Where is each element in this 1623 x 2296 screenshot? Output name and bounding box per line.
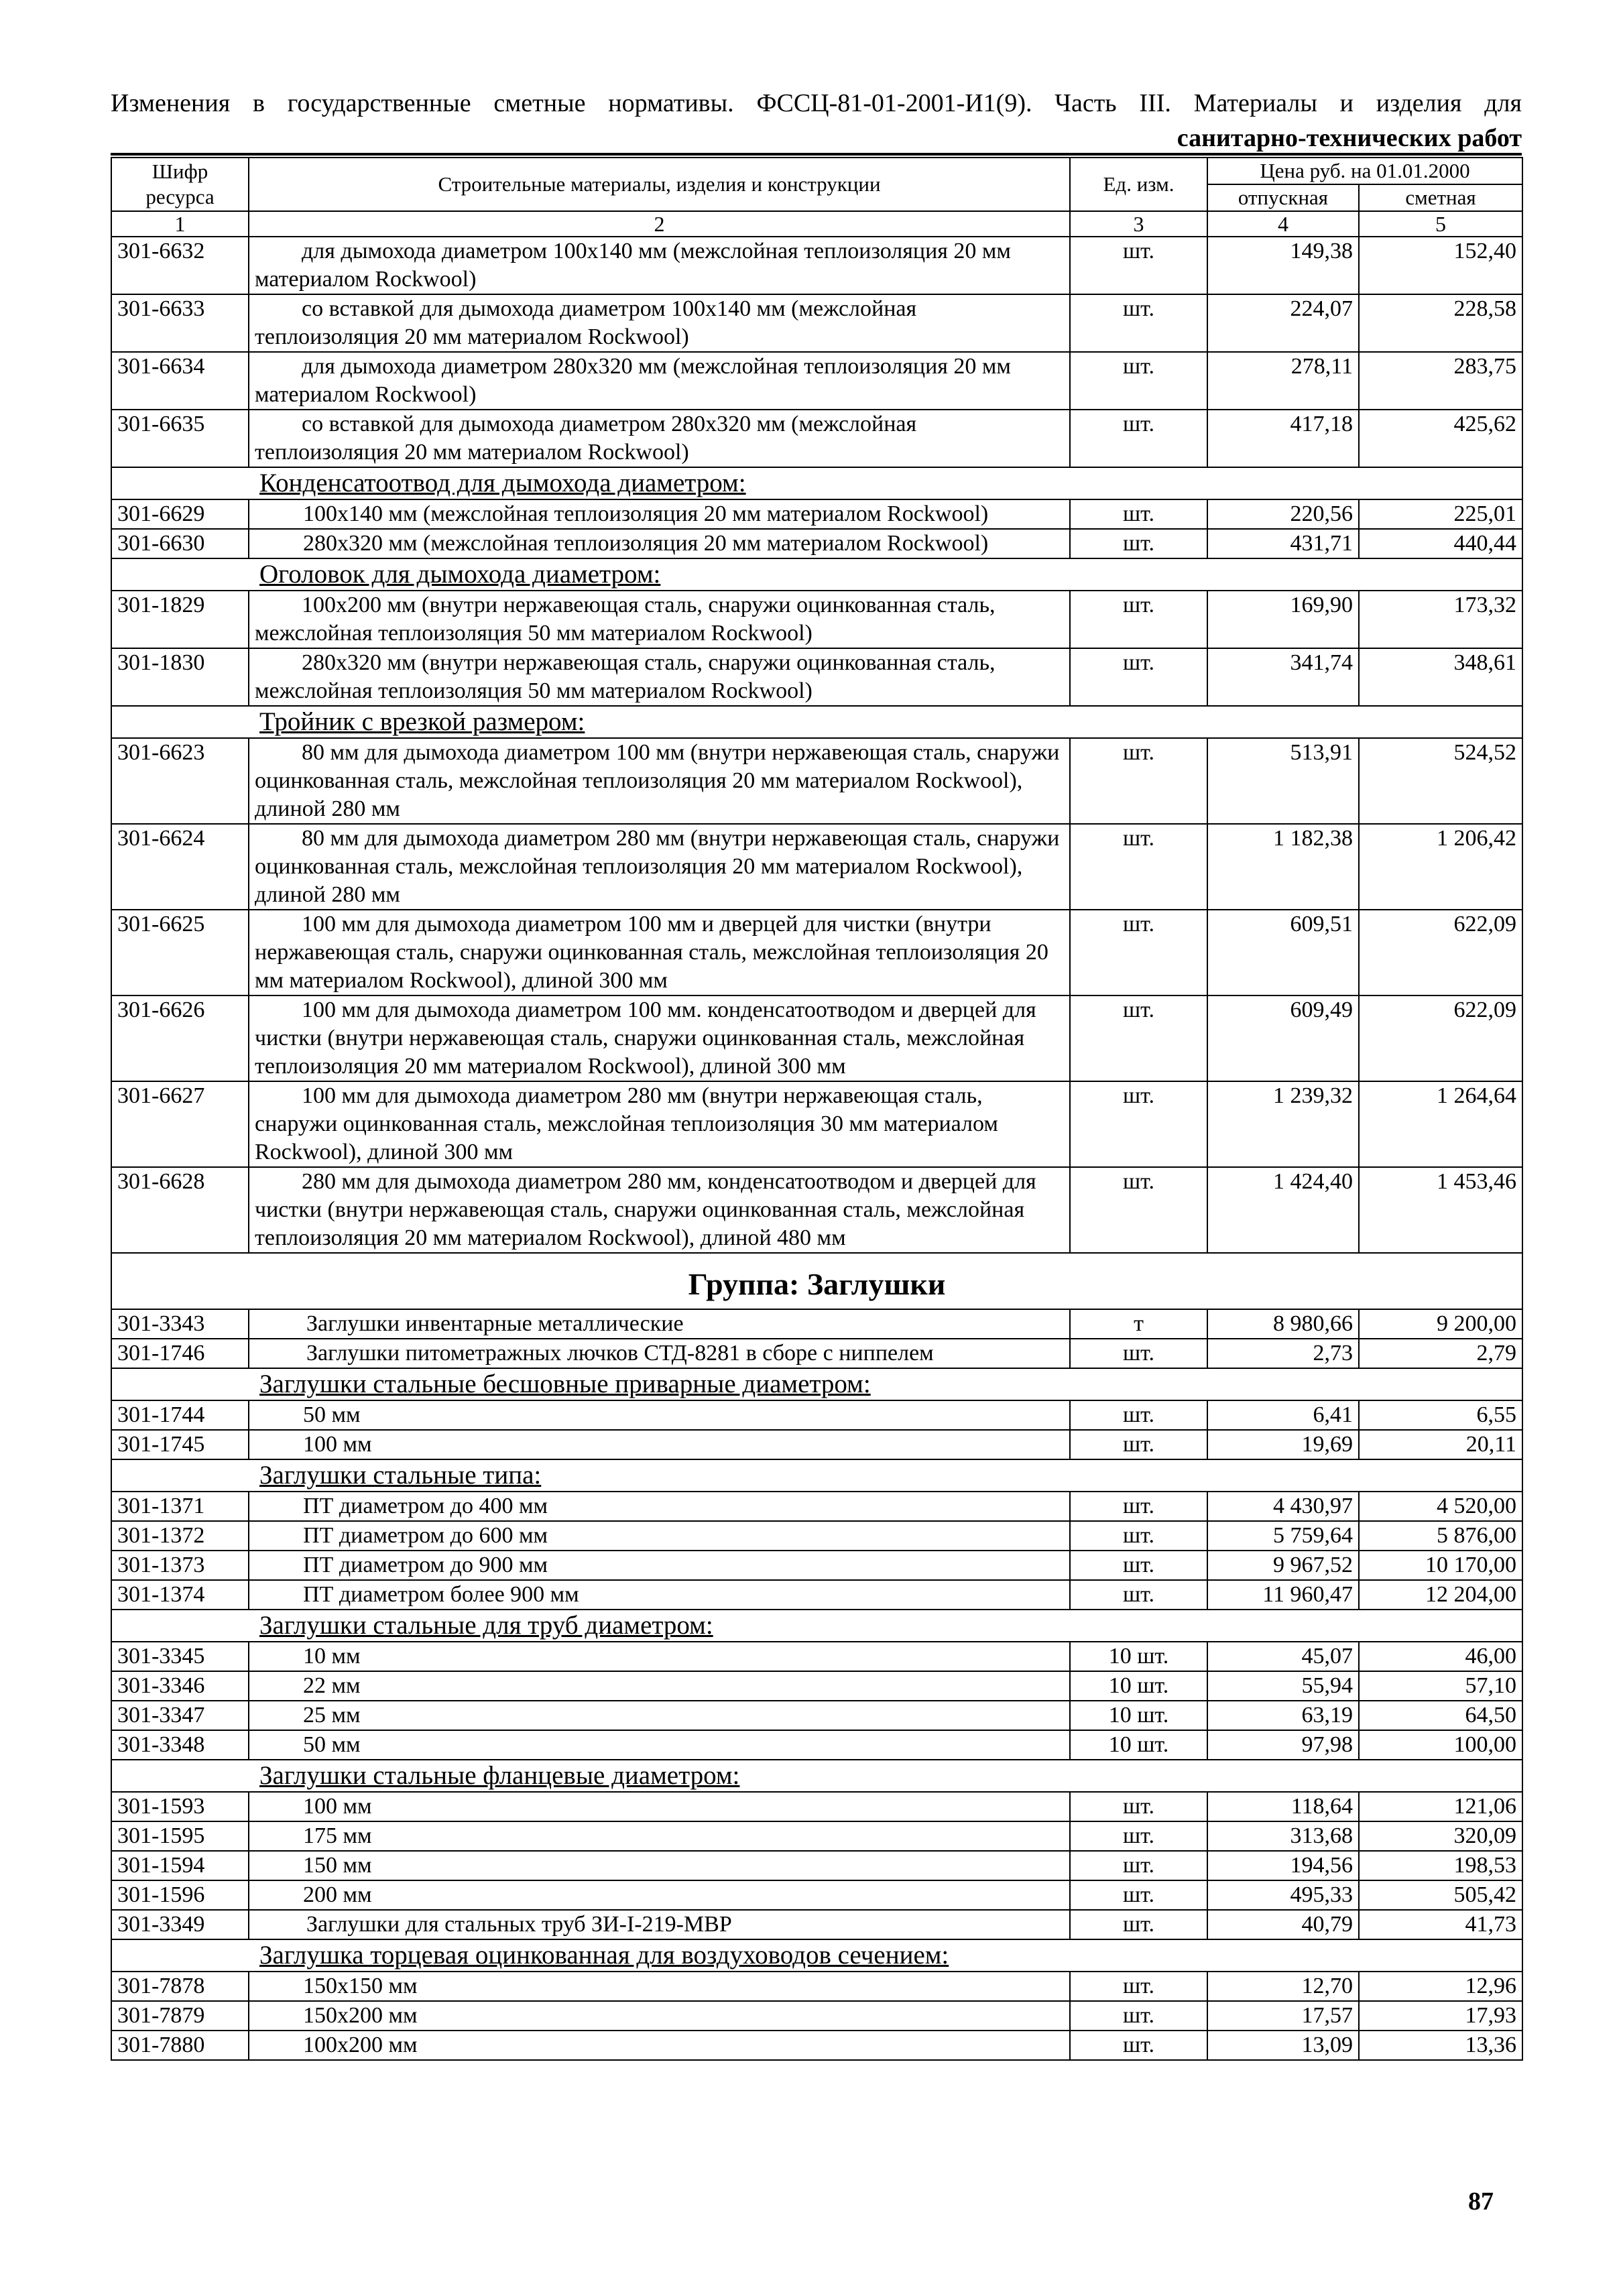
table-row <box>111 591 1522 648</box>
price-estimate-cell: 505,42 <box>1359 1880 1522 1910</box>
price-release-cell: 417,18 <box>1207 410 1359 467</box>
section-heading <box>111 467 1522 499</box>
section-heading-row <box>111 1939 1522 1972</box>
section-heading-row <box>111 706 1522 738</box>
table-row <box>111 1701 1522 1730</box>
material-name-cell: 280х320 мм (внутри нержавеющая сталь, снаружи оцинкованная сталь, межслойная теплоизоляция 50 мм материалом Rockwool) <box>249 648 1070 706</box>
resource-code-cell: 301-6633 <box>111 294 249 352</box>
header-rule <box>111 153 1522 156</box>
resource-code-cell: 301-7879 <box>111 2001 249 2031</box>
price-estimate-cell: 57,10 <box>1359 1671 1522 1701</box>
page-header <box>111 86 1522 156</box>
table-row <box>111 1400 1522 1430</box>
table-row <box>111 410 1522 467</box>
price-estimate-cell: 46,00 <box>1359 1642 1522 1671</box>
unit-cell: шт. <box>1070 2001 1207 2031</box>
column-header-unit: Ед. изм. <box>1070 158 1207 211</box>
price-table <box>111 157 1523 2061</box>
material-name-cell: 50 мм <box>249 1730 1070 1760</box>
group-heading <box>111 1253 1522 1309</box>
material-name-cell: для дымохода диаметром 100х140 мм (межслойная теплоизоляция 20 мм материалом Rockwool) <box>249 237 1070 294</box>
table-row <box>111 1642 1522 1671</box>
resource-code-cell: 301-7880 <box>111 2031 249 2060</box>
material-name-cell: 100х200 мм <box>249 2031 1070 2060</box>
column-index: 3 <box>1070 211 1207 237</box>
header-title-line2: санитарно-технических работ <box>1177 124 1522 152</box>
table-row <box>111 352 1522 410</box>
price-release-cell: 495,33 <box>1207 1880 1359 1910</box>
price-release-cell: 40,79 <box>1207 1910 1359 1939</box>
price-estimate-cell: 1 264,64 <box>1359 1081 1522 1167</box>
table-body <box>111 237 1522 2060</box>
price-estimate-cell: 1 453,46 <box>1359 1167 1522 1253</box>
price-estimate-cell: 348,61 <box>1359 648 1522 706</box>
resource-code-cell: 301-3347 <box>111 1701 249 1730</box>
unit-cell: шт. <box>1070 1400 1207 1430</box>
material-name-cell: Заглушки для стальных труб ЗИ-I-219-МВР <box>249 1910 1070 1939</box>
price-estimate-cell: 622,09 <box>1359 910 1522 995</box>
table-row <box>111 995 1522 1081</box>
material-name-cell: 100 мм для дымохода диаметром 100 мм и дверцей для чистки (внутри нержавеющая сталь, снаружи оцинкованная сталь, межслойная теплоизоляция 20 мм материалом Rockwool), длиной 300 мм <box>249 910 1070 995</box>
material-name-cell: 80 мм для дымохода диаметром 280 мм (внутри нержавеющая сталь, снаружи оцинкованная сталь, межслойная теплоизоляция 20 мм материалом Rockwool), длиной 280 мм <box>249 824 1070 910</box>
table-row <box>111 2031 1522 2060</box>
resource-code-cell: 301-1371 <box>111 1492 249 1521</box>
resource-code-cell: 301-1372 <box>111 1521 249 1551</box>
material-name-cell: 80 мм для дымохода диаметром 100 мм (внутри нержавеющая сталь, снаружи оцинкованная сталь, межслойная теплоизоляция 20 мм материалом Rockwool), длиной 280 мм <box>249 738 1070 824</box>
material-name-cell: 150х200 мм <box>249 2001 1070 2031</box>
section-heading <box>111 558 1522 591</box>
material-name-cell: ПТ диаметром более 900 мм <box>249 1580 1070 1610</box>
column-index: 5 <box>1359 211 1522 237</box>
section-heading-row <box>111 558 1522 591</box>
price-estimate-cell: 5 876,00 <box>1359 1521 1522 1551</box>
material-name-cell: Заглушки питометражных лючков СТД-8281 в сборе с ниппелем <box>249 1339 1070 1368</box>
price-estimate-cell: 198,53 <box>1359 1851 1522 1880</box>
table-row <box>111 499 1522 529</box>
section-heading-row <box>111 1368 1522 1400</box>
table-row <box>111 1492 1522 1521</box>
resource-code-cell: 301-3345 <box>111 1642 249 1671</box>
material-name-cell: 200 мм <box>249 1880 1070 1910</box>
section-heading-row <box>111 1610 1522 1642</box>
section-title: Оголовок для дымохода диаметром: <box>259 560 661 589</box>
material-name-cell: 100х140 мм (межслойная теплоизоляция 20 мм материалом Rockwool) <box>249 499 1070 529</box>
section-title: Конденсатоотвод для дымохода диаметром: <box>259 469 746 497</box>
header-title-line1: Изменения в государственные сметные нормативы. ФССЦ-81-01-2001-И1(9). Часть III. Материалы и изделия для <box>111 89 1522 117</box>
price-release-cell: 8 980,66 <box>1207 1309 1359 1339</box>
resource-code-cell: 301-1744 <box>111 1400 249 1430</box>
price-estimate-cell: 12,96 <box>1359 1972 1522 2001</box>
price-release-cell: 313,68 <box>1207 1821 1359 1851</box>
resource-code-cell: 301-6624 <box>111 824 249 910</box>
price-estimate-cell: 622,09 <box>1359 995 1522 1081</box>
section-title: Заглушки стальные для труб диаметром: <box>259 1611 713 1640</box>
table-row <box>111 1910 1522 1939</box>
price-estimate-cell: 320,09 <box>1359 1821 1522 1851</box>
resource-code-cell: 301-1595 <box>111 1821 249 1851</box>
unit-cell: шт. <box>1070 529 1207 558</box>
price-release-cell: 1 424,40 <box>1207 1167 1359 1253</box>
unit-cell: 10 шт. <box>1070 1701 1207 1730</box>
material-name-cell: 10 мм <box>249 1642 1070 1671</box>
unit-cell: шт. <box>1070 1339 1207 1368</box>
price-estimate-cell: 6,55 <box>1359 1400 1522 1430</box>
price-estimate-cell: 225,01 <box>1359 499 1522 529</box>
group-title: Группа: Заглушки <box>688 1267 946 1301</box>
price-release-cell: 13,09 <box>1207 2031 1359 2060</box>
unit-cell: шт. <box>1070 1821 1207 1851</box>
table-row <box>111 1851 1522 1880</box>
price-release-cell: 45,07 <box>1207 1642 1359 1671</box>
resource-code-cell: 301-6625 <box>111 910 249 995</box>
material-name-cell: для дымохода диаметром 280х320 мм (межслойная теплоизоляция 20 мм материалом Rockwool) <box>249 352 1070 410</box>
price-release-cell: 9 967,52 <box>1207 1551 1359 1580</box>
unit-cell: шт. <box>1070 294 1207 352</box>
section-title: Заглушки стальные фланцевые диаметром: <box>259 1761 740 1790</box>
section-heading <box>111 1939 1522 1972</box>
price-estimate-cell: 20,11 <box>1359 1430 1522 1459</box>
table-row <box>111 1521 1522 1551</box>
resource-code-cell: 301-6634 <box>111 352 249 410</box>
price-release-cell: 5 759,64 <box>1207 1521 1359 1551</box>
resource-code-cell: 301-1373 <box>111 1551 249 1580</box>
resource-code-cell: 301-6628 <box>111 1167 249 1253</box>
section-title: Заглушка торцевая оцинкованная для воздуховодов сечением: <box>259 1941 949 1970</box>
price-estimate-cell: 425,62 <box>1359 410 1522 467</box>
unit-cell: шт. <box>1070 1580 1207 1610</box>
table-row <box>111 648 1522 706</box>
price-release-cell: 609,49 <box>1207 995 1359 1081</box>
unit-cell: 10 шт. <box>1070 1642 1207 1671</box>
price-release-cell: 431,71 <box>1207 529 1359 558</box>
column-index: 2 <box>249 211 1070 237</box>
table-row <box>111 738 1522 824</box>
resource-code-cell: 301-1594 <box>111 1851 249 1880</box>
unit-cell: шт. <box>1070 1851 1207 1880</box>
material-name-cell: ПТ диаметром до 900 мм <box>249 1551 1070 1580</box>
price-estimate-cell: 4 520,00 <box>1359 1492 1522 1521</box>
section-heading-row <box>111 467 1522 499</box>
resource-code-cell: 301-6629 <box>111 499 249 529</box>
unit-cell: шт. <box>1070 237 1207 294</box>
material-name-cell: 150х150 мм <box>249 1972 1070 2001</box>
price-release-cell: 118,64 <box>1207 1792 1359 1821</box>
price-estimate-cell: 228,58 <box>1359 294 1522 352</box>
unit-cell: шт. <box>1070 1551 1207 1580</box>
unit-cell: шт. <box>1070 1521 1207 1551</box>
material-name-cell: 175 мм <box>249 1821 1070 1851</box>
table-row <box>111 1430 1522 1459</box>
table-row <box>111 910 1522 995</box>
material-name-cell: 50 мм <box>249 1400 1070 1430</box>
resource-code-cell: 301-6635 <box>111 410 249 467</box>
unit-cell: шт. <box>1070 1081 1207 1167</box>
resource-code-cell: 301-3343 <box>111 1309 249 1339</box>
unit-cell: шт. <box>1070 995 1207 1081</box>
resource-code-cell: 301-1596 <box>111 1880 249 1910</box>
section-heading <box>111 706 1522 738</box>
table-row <box>111 1671 1522 1701</box>
material-name-cell: 22 мм <box>249 1671 1070 1701</box>
table-row <box>111 1551 1522 1580</box>
price-estimate-cell: 173,32 <box>1359 591 1522 648</box>
price-estimate-cell: 17,93 <box>1359 2001 1522 2031</box>
resource-code-cell: 301-3349 <box>111 1910 249 1939</box>
table-row <box>111 1972 1522 2001</box>
material-name-cell: со вставкой для дымохода диаметром 280х320 мм (межслойная теплоизоляция 20 мм материалом Rockwool) <box>249 410 1070 467</box>
resource-code-cell: 301-6627 <box>111 1081 249 1167</box>
price-release-cell: 19,69 <box>1207 1430 1359 1459</box>
column-index: 4 <box>1207 211 1359 237</box>
section-heading <box>111 1760 1522 1792</box>
unit-cell: шт. <box>1070 738 1207 824</box>
unit-cell: шт. <box>1070 2031 1207 2060</box>
price-estimate-cell: 13,36 <box>1359 2031 1522 2060</box>
price-estimate-cell: 41,73 <box>1359 1910 1522 1939</box>
unit-cell: шт. <box>1070 591 1207 648</box>
section-title: Заглушки стальные типа: <box>259 1461 542 1490</box>
resource-code-cell: 301-3348 <box>111 1730 249 1760</box>
price-release-cell: 1 239,32 <box>1207 1081 1359 1167</box>
resource-code-cell: 301-7878 <box>111 1972 249 2001</box>
material-name-cell: ПТ диаметром до 400 мм <box>249 1492 1070 1521</box>
unit-cell: шт. <box>1070 1880 1207 1910</box>
group-heading-row <box>111 1253 1522 1309</box>
section-heading-row <box>111 1459 1522 1492</box>
table-row <box>111 1821 1522 1851</box>
column-header-price: Цена руб. на 01.01.2000 <box>1207 158 1522 184</box>
price-release-cell: 4 430,97 <box>1207 1492 1359 1521</box>
material-name-cell: Заглушки инвентарные металлические <box>249 1309 1070 1339</box>
price-release-cell: 220,56 <box>1207 499 1359 529</box>
unit-cell: шт. <box>1070 499 1207 529</box>
unit-cell: шт. <box>1070 352 1207 410</box>
price-release-cell: 224,07 <box>1207 294 1359 352</box>
table-row <box>111 824 1522 910</box>
unit-cell: шт. <box>1070 824 1207 910</box>
price-estimate-cell: 10 170,00 <box>1359 1551 1522 1580</box>
material-name-cell: 100 мм <box>249 1792 1070 1821</box>
price-release-cell: 2,73 <box>1207 1339 1359 1368</box>
column-index: 1 <box>111 211 249 237</box>
material-name-cell: 100 мм <box>249 1430 1070 1459</box>
section-heading <box>111 1368 1522 1400</box>
price-release-cell: 11 960,47 <box>1207 1580 1359 1610</box>
material-name-cell: 150 мм <box>249 1851 1070 1880</box>
material-name-cell: со вставкой для дымохода диаметром 100х140 мм (межслойная теплоизоляция 20 мм материалом Rockwool) <box>249 294 1070 352</box>
table-row <box>111 1309 1522 1339</box>
unit-cell: т <box>1070 1309 1207 1339</box>
table-row <box>111 1580 1522 1610</box>
table-row <box>111 1167 1522 1253</box>
price-release-cell: 63,19 <box>1207 1701 1359 1730</box>
resource-code-cell: 301-6623 <box>111 738 249 824</box>
table-row <box>111 1792 1522 1821</box>
resource-code-cell: 301-1593 <box>111 1792 249 1821</box>
price-release-cell: 609,51 <box>1207 910 1359 995</box>
price-release-cell: 194,56 <box>1207 1851 1359 1880</box>
material-name-cell: 100 мм для дымохода диаметром 100 мм. конденсатоотводом и дверцей для чистки (внутри нержавеющая сталь, снаружи оцинкованная сталь, межслойная теплоизоляция 20 мм материалом Rockwool), длиной 300 мм <box>249 995 1070 1081</box>
material-name-cell: 280х320 мм (межслойная теплоизоляция 20 мм материалом Rockwool) <box>249 529 1070 558</box>
resource-code-cell: 301-1829 <box>111 591 249 648</box>
section-heading <box>111 1610 1522 1642</box>
material-name-cell: 280 мм для дымохода диаметром 280 мм, конденсатоотводом и дверцей для чистки (внутри нержавеющая сталь, снаружи оцинкованная сталь, межслойная теплоизоляция 20 мм материалом Rockwool), длиной 480 мм <box>249 1167 1070 1253</box>
table-row <box>111 1339 1522 1368</box>
column-index-row <box>111 211 1522 237</box>
price-estimate-cell: 12 204,00 <box>1359 1580 1522 1610</box>
resource-code-cell: 301-3346 <box>111 1671 249 1701</box>
page-number: 87 <box>1468 2187 1494 2216</box>
price-release-cell: 149,38 <box>1207 237 1359 294</box>
price-estimate-cell: 64,50 <box>1359 1701 1522 1730</box>
price-release-cell: 55,94 <box>1207 1671 1359 1701</box>
section-heading-row <box>111 1760 1522 1792</box>
price-estimate-cell: 100,00 <box>1359 1730 1522 1760</box>
price-release-cell: 6,41 <box>1207 1400 1359 1430</box>
price-estimate-cell: 283,75 <box>1359 352 1522 410</box>
material-name-cell: 100х200 мм (внутри нержавеющая сталь, снаружи оцинкованная сталь, межслойная теплоизоляция 50 мм материалом Rockwool) <box>249 591 1070 648</box>
resource-code-cell: 301-1830 <box>111 648 249 706</box>
unit-cell: 10 шт. <box>1070 1671 1207 1701</box>
resource-code-cell: 301-6632 <box>111 237 249 294</box>
table-header-row <box>111 158 1522 184</box>
material-name-cell: 100 мм для дымохода диаметром 280 мм (внутри нержавеющая сталь, снаружи оцинкованная сталь, межслойная теплоизоляция 30 мм материалом Rockwool), длиной 300 мм <box>249 1081 1070 1167</box>
price-release-cell: 1 182,38 <box>1207 824 1359 910</box>
resource-code-cell: 301-1746 <box>111 1339 249 1368</box>
price-release-cell: 17,57 <box>1207 2001 1359 2031</box>
resource-code-cell: 301-6626 <box>111 995 249 1081</box>
section-title: Заглушки стальные бесшовные приварные диаметром: <box>259 1370 871 1398</box>
resource-code-cell: 301-1745 <box>111 1430 249 1459</box>
column-header-price-release: отпускная <box>1207 184 1359 211</box>
table-row <box>111 237 1522 294</box>
table-row <box>111 1081 1522 1167</box>
unit-cell: шт. <box>1070 1430 1207 1459</box>
material-name-cell: ПТ диаметром до 600 мм <box>249 1521 1070 1551</box>
table-row <box>111 1880 1522 1910</box>
column-header-name: Строительные материалы, изделия и конструкции <box>249 158 1070 211</box>
price-estimate-cell: 440,44 <box>1359 529 1522 558</box>
unit-cell: шт. <box>1070 910 1207 995</box>
price-release-cell: 341,74 <box>1207 648 1359 706</box>
table-row <box>111 294 1522 352</box>
table-row <box>111 529 1522 558</box>
section-heading <box>111 1459 1522 1492</box>
resource-code-cell: 301-1374 <box>111 1580 249 1610</box>
table-row <box>111 2001 1522 2031</box>
unit-cell: шт. <box>1070 1492 1207 1521</box>
column-header-code: Шифр ресурса <box>111 158 249 211</box>
price-estimate-cell: 1 206,42 <box>1359 824 1522 910</box>
resource-code-cell: 301-6630 <box>111 529 249 558</box>
unit-cell: шт. <box>1070 648 1207 706</box>
section-title: Тройник с врезкой размером: <box>259 707 585 736</box>
price-release-cell: 12,70 <box>1207 1972 1359 2001</box>
price-estimate-cell: 121,06 <box>1359 1792 1522 1821</box>
column-header-price-estimate: сметная <box>1359 184 1522 211</box>
unit-cell: шт. <box>1070 410 1207 467</box>
price-estimate-cell: 152,40 <box>1359 237 1522 294</box>
price-release-cell: 169,90 <box>1207 591 1359 648</box>
unit-cell: шт. <box>1070 1910 1207 1939</box>
unit-cell: шт. <box>1070 1167 1207 1253</box>
price-estimate-cell: 9 200,00 <box>1359 1309 1522 1339</box>
unit-cell: шт. <box>1070 1792 1207 1821</box>
price-release-cell: 513,91 <box>1207 738 1359 824</box>
price-estimate-cell: 2,79 <box>1359 1339 1522 1368</box>
table-row <box>111 1730 1522 1760</box>
price-release-cell: 97,98 <box>1207 1730 1359 1760</box>
unit-cell: 10 шт. <box>1070 1730 1207 1760</box>
unit-cell: шт. <box>1070 1972 1207 2001</box>
material-name-cell: 25 мм <box>249 1701 1070 1730</box>
price-release-cell: 278,11 <box>1207 352 1359 410</box>
price-estimate-cell: 524,52 <box>1359 738 1522 824</box>
